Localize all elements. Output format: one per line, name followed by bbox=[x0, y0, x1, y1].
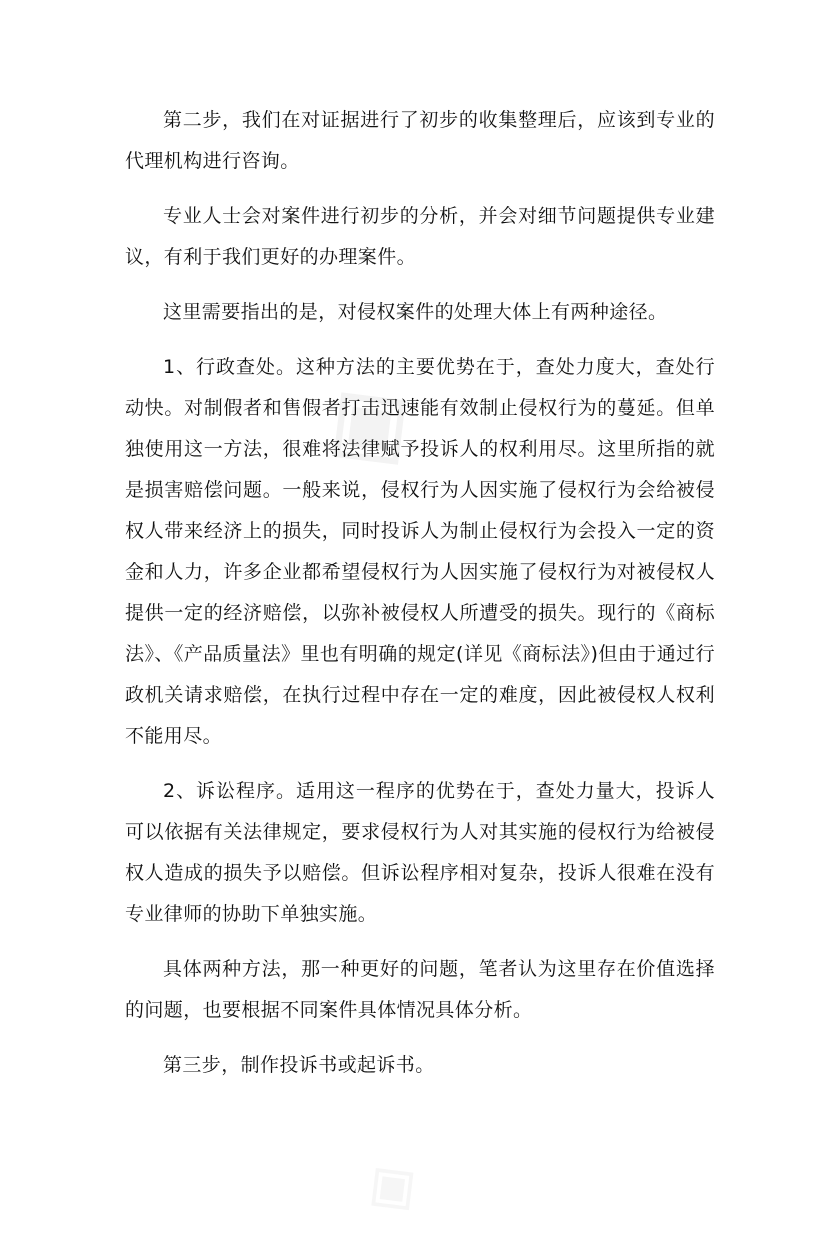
watermark: ◈ bbox=[284, 333, 450, 505]
watermark-bottom: ◈ bbox=[342, 1130, 442, 1233]
paragraph-two-approaches: 这里需要指出的是，对侵权案件的处理大体上有两种途径。 bbox=[163, 301, 668, 323]
paragraph-professional-analysis: 专业人士会对案件进行初步的分析，并会对细节问题提供专业建议，有利于我们更好的办理案件。 bbox=[125, 205, 715, 268]
paragraph-step-two: 第二步，我们在对证据进行了初步的收集整理后，应该到专业的代理机构进行咨询。 bbox=[125, 109, 715, 172]
paragraph-administrative-action: 1、行政查处。这种方法的主要优势在于，查处力度大，查处行动快。对制假者和售假者打击迅速能有效制止侵权行为的蔓延。但单独使用这一方法，很难将法律赋予投诉人的权利用尽。这里所指的就是损害赔偿问题。一般来说，侵权行为人因实施了侵权行为会给被侵权人带来经济上的损失，同时投诉人为制止侵权行为会投入一定的资金和人力，许多企业都希望侵权行为人因实施了侵权行为对被侵权人提供一定的经济赔偿，以弥补被侵权人所遭受的损失。现行的《商标法》、《产品质量法》里也有明确的规定(详见《商标法》)但由于通过行政机关请求赔偿，在执行过程中存在一定的难度，因此被侵权人权利不能用尽。 bbox=[125, 356, 715, 747]
paragraph-litigation: 2、诉讼程序。适用这一程序的优势在于，查处力量大，投诉人可以依据有关法律规定，要求侵权行为人对其实施的侵权行为给被侵权人造成的损失予以赔偿。但诉讼程序相对复杂，投诉人很难在没有专业律师的协助下单独实施。 bbox=[125, 780, 715, 925]
document-body bbox=[125, 100, 715, 1086]
paragraph-comparison: 具体两种方法，那一种更好的问题，笔者认为这里存在价值选择的问题，也要根据不同案件具体情况具体分析。 bbox=[125, 958, 715, 1021]
paragraph-step-three: 第三步，制作投诉书或起诉书。 bbox=[163, 1054, 435, 1076]
